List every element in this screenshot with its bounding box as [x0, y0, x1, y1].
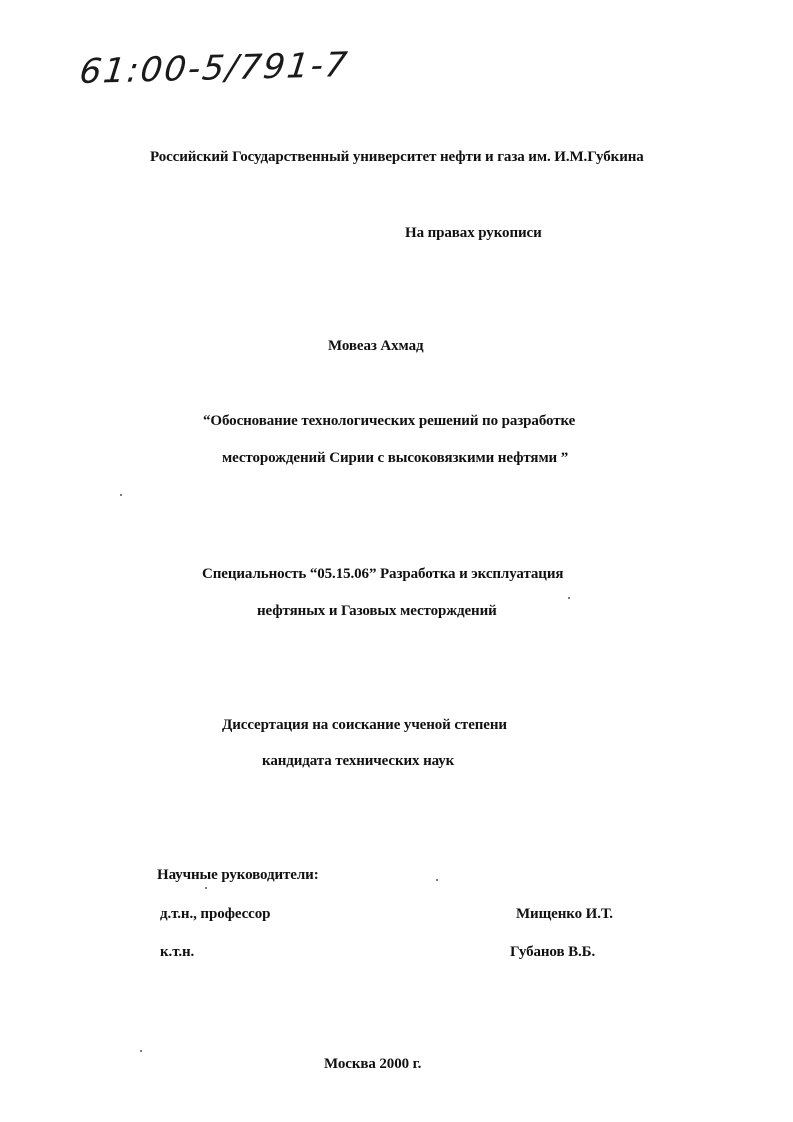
- supervisor-1-name: Мищенко И.Т.: [516, 906, 613, 922]
- scan-speck: [120, 494, 122, 496]
- specialty-line-2: нефтяных и Газовых месторждений: [257, 603, 497, 619]
- archive-number-handwritten: 61:00-5/791-7: [77, 44, 352, 92]
- dissertation-title-line-1: “Обоснование технологических решений по разработке: [203, 413, 576, 429]
- scan-speck: [140, 1050, 142, 1052]
- scan-speck: [436, 879, 438, 881]
- supervisors-heading: Научные руководители:: [157, 867, 319, 883]
- supervisor-1-degree: д.т.н., профессор: [160, 906, 271, 922]
- place-and-year: Москва 2000 г.: [324, 1056, 422, 1072]
- author-name: Мовеаз Ахмад: [328, 338, 424, 354]
- manuscript-rights-note: На правах рукописи: [405, 225, 542, 241]
- specialty-line-1: Специальность “05.15.06” Разработка и эксплуатация: [202, 566, 564, 582]
- university-name: Российский Государственный университет нефти и газа им. И.М.Губкина: [150, 149, 644, 165]
- supervisor-2-degree: к.т.н.: [160, 944, 195, 960]
- dissertation-title-line-2: месторождений Сирии с высоковязкими нефтями ”: [222, 450, 569, 466]
- scan-speck: [205, 887, 207, 889]
- degree-sought-line-2: кандидата технических наук: [262, 753, 455, 769]
- supervisor-2-name: Губанов В.Б.: [510, 944, 596, 960]
- degree-sought-line-1: Диссертация на соискание ученой степени: [222, 717, 507, 733]
- scan-speck: [568, 597, 570, 599]
